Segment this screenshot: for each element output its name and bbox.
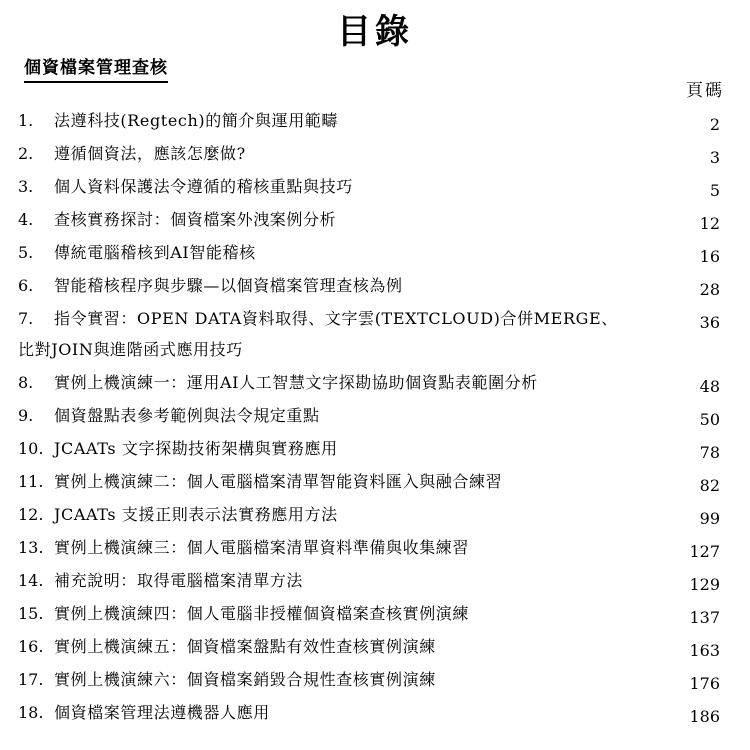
toc-entry-page: 99 (699, 509, 720, 528)
toc-entry-number: 2. (18, 144, 34, 163)
toc-entry[interactable] (0, 436, 750, 469)
toc-entry-text: 實例上機演練二：個人電腦檔案清單智能資料匯入與融合練習 (54, 472, 503, 491)
toc-entry-text-continued: 比對JOIN與進階函式應用技巧 (18, 340, 243, 359)
toc-entry[interactable] (0, 535, 750, 568)
section-title: 個資檔案管理查核 (24, 56, 168, 83)
toc-entry[interactable] (0, 634, 750, 667)
toc-entry[interactable] (0, 108, 750, 141)
toc-entry-text: JCAATs 支援正則表示法實務應用方法 (54, 505, 338, 524)
toc-entry-text: 實例上機演練四：個人電腦非授權個資檔案查核實例演練 (54, 604, 470, 623)
toc-entry-page: 12 (699, 214, 720, 233)
toc-entry[interactable] (0, 141, 750, 174)
toc-entry-number: 10. (18, 439, 44, 458)
toc-entry-number: 15. (18, 604, 44, 623)
toc-entry-text: 傳統電腦稽核到AI智能稽核 (54, 243, 256, 262)
toc-entry-text: 法遵科技(Regtech)的簡介與運用範疇 (54, 111, 339, 130)
toc-entry-text: 遵循個資法，應該怎麼做? (54, 144, 246, 163)
toc-entry-text: JCAATs 文字探勘技術架構與實務應用 (54, 439, 338, 458)
page-title: 目錄 (337, 12, 413, 52)
toc-entry[interactable] (0, 174, 750, 207)
toc-entry[interactable] (0, 403, 750, 436)
toc-entry-page: 137 (689, 608, 720, 627)
toc-entry[interactable] (0, 240, 750, 273)
toc-entry[interactable] (0, 370, 750, 403)
toc-entry[interactable] (0, 502, 750, 535)
toc-entry-number: 7. (18, 309, 34, 328)
toc-entry-number: 3. (18, 177, 34, 196)
toc-entry[interactable] (0, 667, 750, 700)
toc-entry-number: 18. (18, 703, 44, 722)
toc-entry-number: 1. (18, 111, 34, 130)
toc-entry-page: 186 (689, 707, 720, 726)
toc-entry-page: 129 (689, 575, 720, 594)
toc-entry-page: 176 (689, 674, 720, 693)
toc-entry-number: 12. (18, 505, 44, 524)
toc-entry-page: 82 (699, 476, 720, 495)
toc-entry-page: 3 (709, 148, 720, 167)
toc-entry[interactable] (0, 700, 750, 733)
toc-entry-number: 14. (18, 571, 44, 590)
toc-entry-text: 智能稽核程序與步驟—以個資檔案管理查核為例 (54, 276, 403, 295)
toc-entry-text: 實例上機演練三：個人電腦檔案清單資料準備與收集練習 (54, 538, 470, 557)
toc-entry-text: 實例上機演練六：個資檔案銷毀合規性查核實例演練 (54, 670, 436, 689)
toc-entry-page: 50 (699, 410, 720, 429)
toc-entry-page: 78 (699, 443, 720, 462)
toc-entry-text: 查核實務探討：個資檔案外洩案例分析 (54, 210, 337, 229)
toc-list (0, 108, 750, 733)
toc-entry-number: 6. (18, 276, 34, 295)
toc-entry-text: 個資盤點表參考範例與法令規定重點 (54, 406, 320, 425)
toc-entry-number: 16. (18, 637, 44, 656)
toc-entry-text: 個資檔案管理法遵機器人應用 (54, 703, 270, 722)
toc-entry[interactable] (0, 601, 750, 634)
toc-entry-page: 163 (689, 641, 720, 660)
toc-entry-text: 實例上機演練五：個資檔案盤點有效性查核實例演練 (54, 637, 436, 656)
page-column-header: 頁碼 (686, 81, 724, 101)
toc-entry[interactable] (0, 469, 750, 502)
toc-entry-page: 36 (699, 313, 720, 332)
toc-entry-page: 5 (709, 181, 720, 200)
toc-entry-page: 48 (699, 377, 720, 396)
toc-entry-text: 個人資料保護法令遵循的稽核重點與技巧 (54, 177, 353, 196)
toc-entry-page: 127 (689, 542, 720, 561)
toc-entry-page: 16 (699, 247, 720, 266)
toc-entry-text: 實例上機演練一：運用AI人工智慧文字探勘協助個資點表範圍分析 (54, 373, 538, 392)
toc-entry[interactable] (0, 273, 750, 306)
toc-entry-number: 13. (18, 538, 44, 557)
toc-entry-number: 8. (18, 373, 34, 392)
toc-entry[interactable] (0, 207, 750, 240)
toc-entry-page: 2 (709, 115, 720, 134)
toc-entry[interactable] (0, 306, 750, 370)
toc-entry-page: 28 (699, 280, 720, 299)
toc-entry-number: 5. (18, 243, 34, 262)
toc-entry[interactable] (0, 568, 750, 601)
toc-entry-number: 9. (18, 406, 34, 425)
toc-entry-number: 11. (18, 472, 44, 491)
toc-entry-number: 17. (18, 670, 44, 689)
toc-entry-text: 指令實習：OPEN DATA資料取得、文字雲(TEXTCLOUD)合併MERGE、 (54, 309, 618, 328)
toc-entry-text: 補充說明：取得電腦檔案清單方法 (54, 571, 304, 590)
toc-entry-number: 4. (18, 210, 34, 229)
